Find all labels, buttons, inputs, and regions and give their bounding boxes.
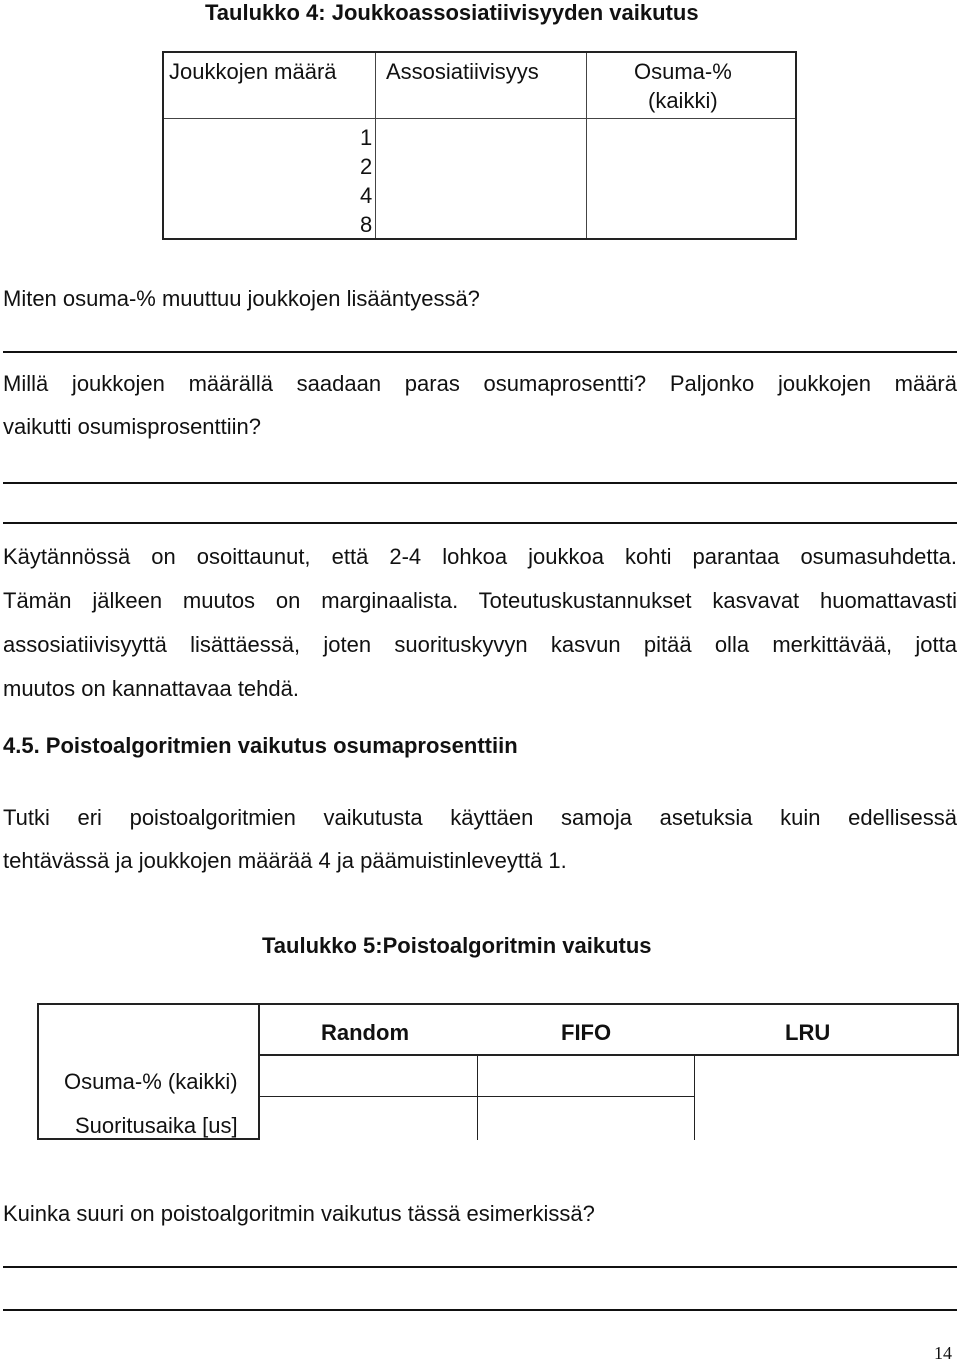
question-1: Miten osuma-% muuttuu joukkojen lisääntyessä?	[3, 286, 480, 311]
table5-border	[258, 1003, 260, 1140]
table5-border	[37, 1003, 959, 1005]
paragraph-1-line-4: muutos on kannattavaa tehdä.	[3, 676, 299, 701]
table4-header-assoc: Assosiatiivisyys	[386, 59, 539, 84]
table4	[162, 51, 797, 240]
question-2-line-1: Millä joukkojen määrällä saadaan paras osumaprosentti? Paljonko joukkojen määrä	[3, 371, 957, 396]
paragraph-1-line-1: Käytännössä on osoittaunut, että 2-4 lohkoa joukkoa kohti parantaa osumasuhdetta.	[3, 544, 957, 569]
table4-assoc-value: 1	[360, 125, 373, 150]
table5-col-random: Random	[321, 1020, 409, 1045]
table5-col-fifo: FIFO	[561, 1020, 612, 1045]
table4-col-divider	[586, 53, 587, 238]
answer-line	[3, 482, 957, 484]
paragraph-1-line-3: assosiatiivisyyttä lisättäessä, joten suorituskyvyn kasvun pitää olla merkittävää, jotta	[3, 632, 957, 657]
table4-caption: Taulukko 4: Joukkoassosiatiivisyyden vaikutus	[205, 0, 699, 25]
table4-assoc-value: 4	[360, 183, 373, 208]
table5-caption: Taulukko 5:Poistoalgoritmin vaikutus	[262, 933, 652, 958]
table4-col-divider	[375, 53, 376, 238]
table5-border	[694, 1054, 695, 1140]
answer-line	[3, 351, 957, 353]
paragraph-2-line-2: tehtävässä ja joukkojen määrää 4 ja päämuistinleveyttä 1.	[3, 848, 567, 873]
answer-line	[3, 1309, 957, 1311]
table4-header-hit: Osuma-%	[634, 59, 732, 84]
table4-header-hit-sub: (kaikki)	[648, 88, 718, 113]
table4-header-groups: Joukkojen määrä	[169, 59, 337, 84]
table5-row-hit: Osuma-% (kaikki)	[64, 1069, 238, 1094]
table4-assoc-value: 8	[360, 212, 373, 237]
answer-line	[3, 522, 957, 524]
question-3: Kuinka suuri on poistoalgoritmin vaikutus tässä esimerkissä?	[3, 1201, 595, 1226]
table5-border	[37, 1003, 39, 1140]
table5-border	[957, 1003, 959, 1056]
table5	[37, 1003, 959, 1140]
paragraph-1-line-2: Tämän jälkeen muutos on marginaalista. Toteutuskustannukset kasvavat huomattavasti	[3, 588, 957, 613]
table4-assoc-value: 2	[360, 154, 373, 179]
page-number: 14	[934, 1343, 952, 1363]
table5-border	[259, 1054, 959, 1056]
question-2-line-2: vaikutti osumisprosenttiin?	[3, 414, 262, 439]
answer-line	[3, 1266, 957, 1268]
table5-col-lru: LRU	[785, 1020, 831, 1045]
section-heading: 4.5. Poistoalgoritmien vaikutus osumaprosenttiin	[3, 733, 518, 758]
table5-border	[477, 1054, 478, 1140]
paragraph-2-line-1: Tutki eri poistoalgoritmien vaikutusta käyttäen samoja asetuksia kuin edellisessä	[3, 805, 957, 830]
table4-header-divider	[164, 118, 795, 119]
table5-row-time: Suoritusaika [us]	[75, 1113, 238, 1138]
